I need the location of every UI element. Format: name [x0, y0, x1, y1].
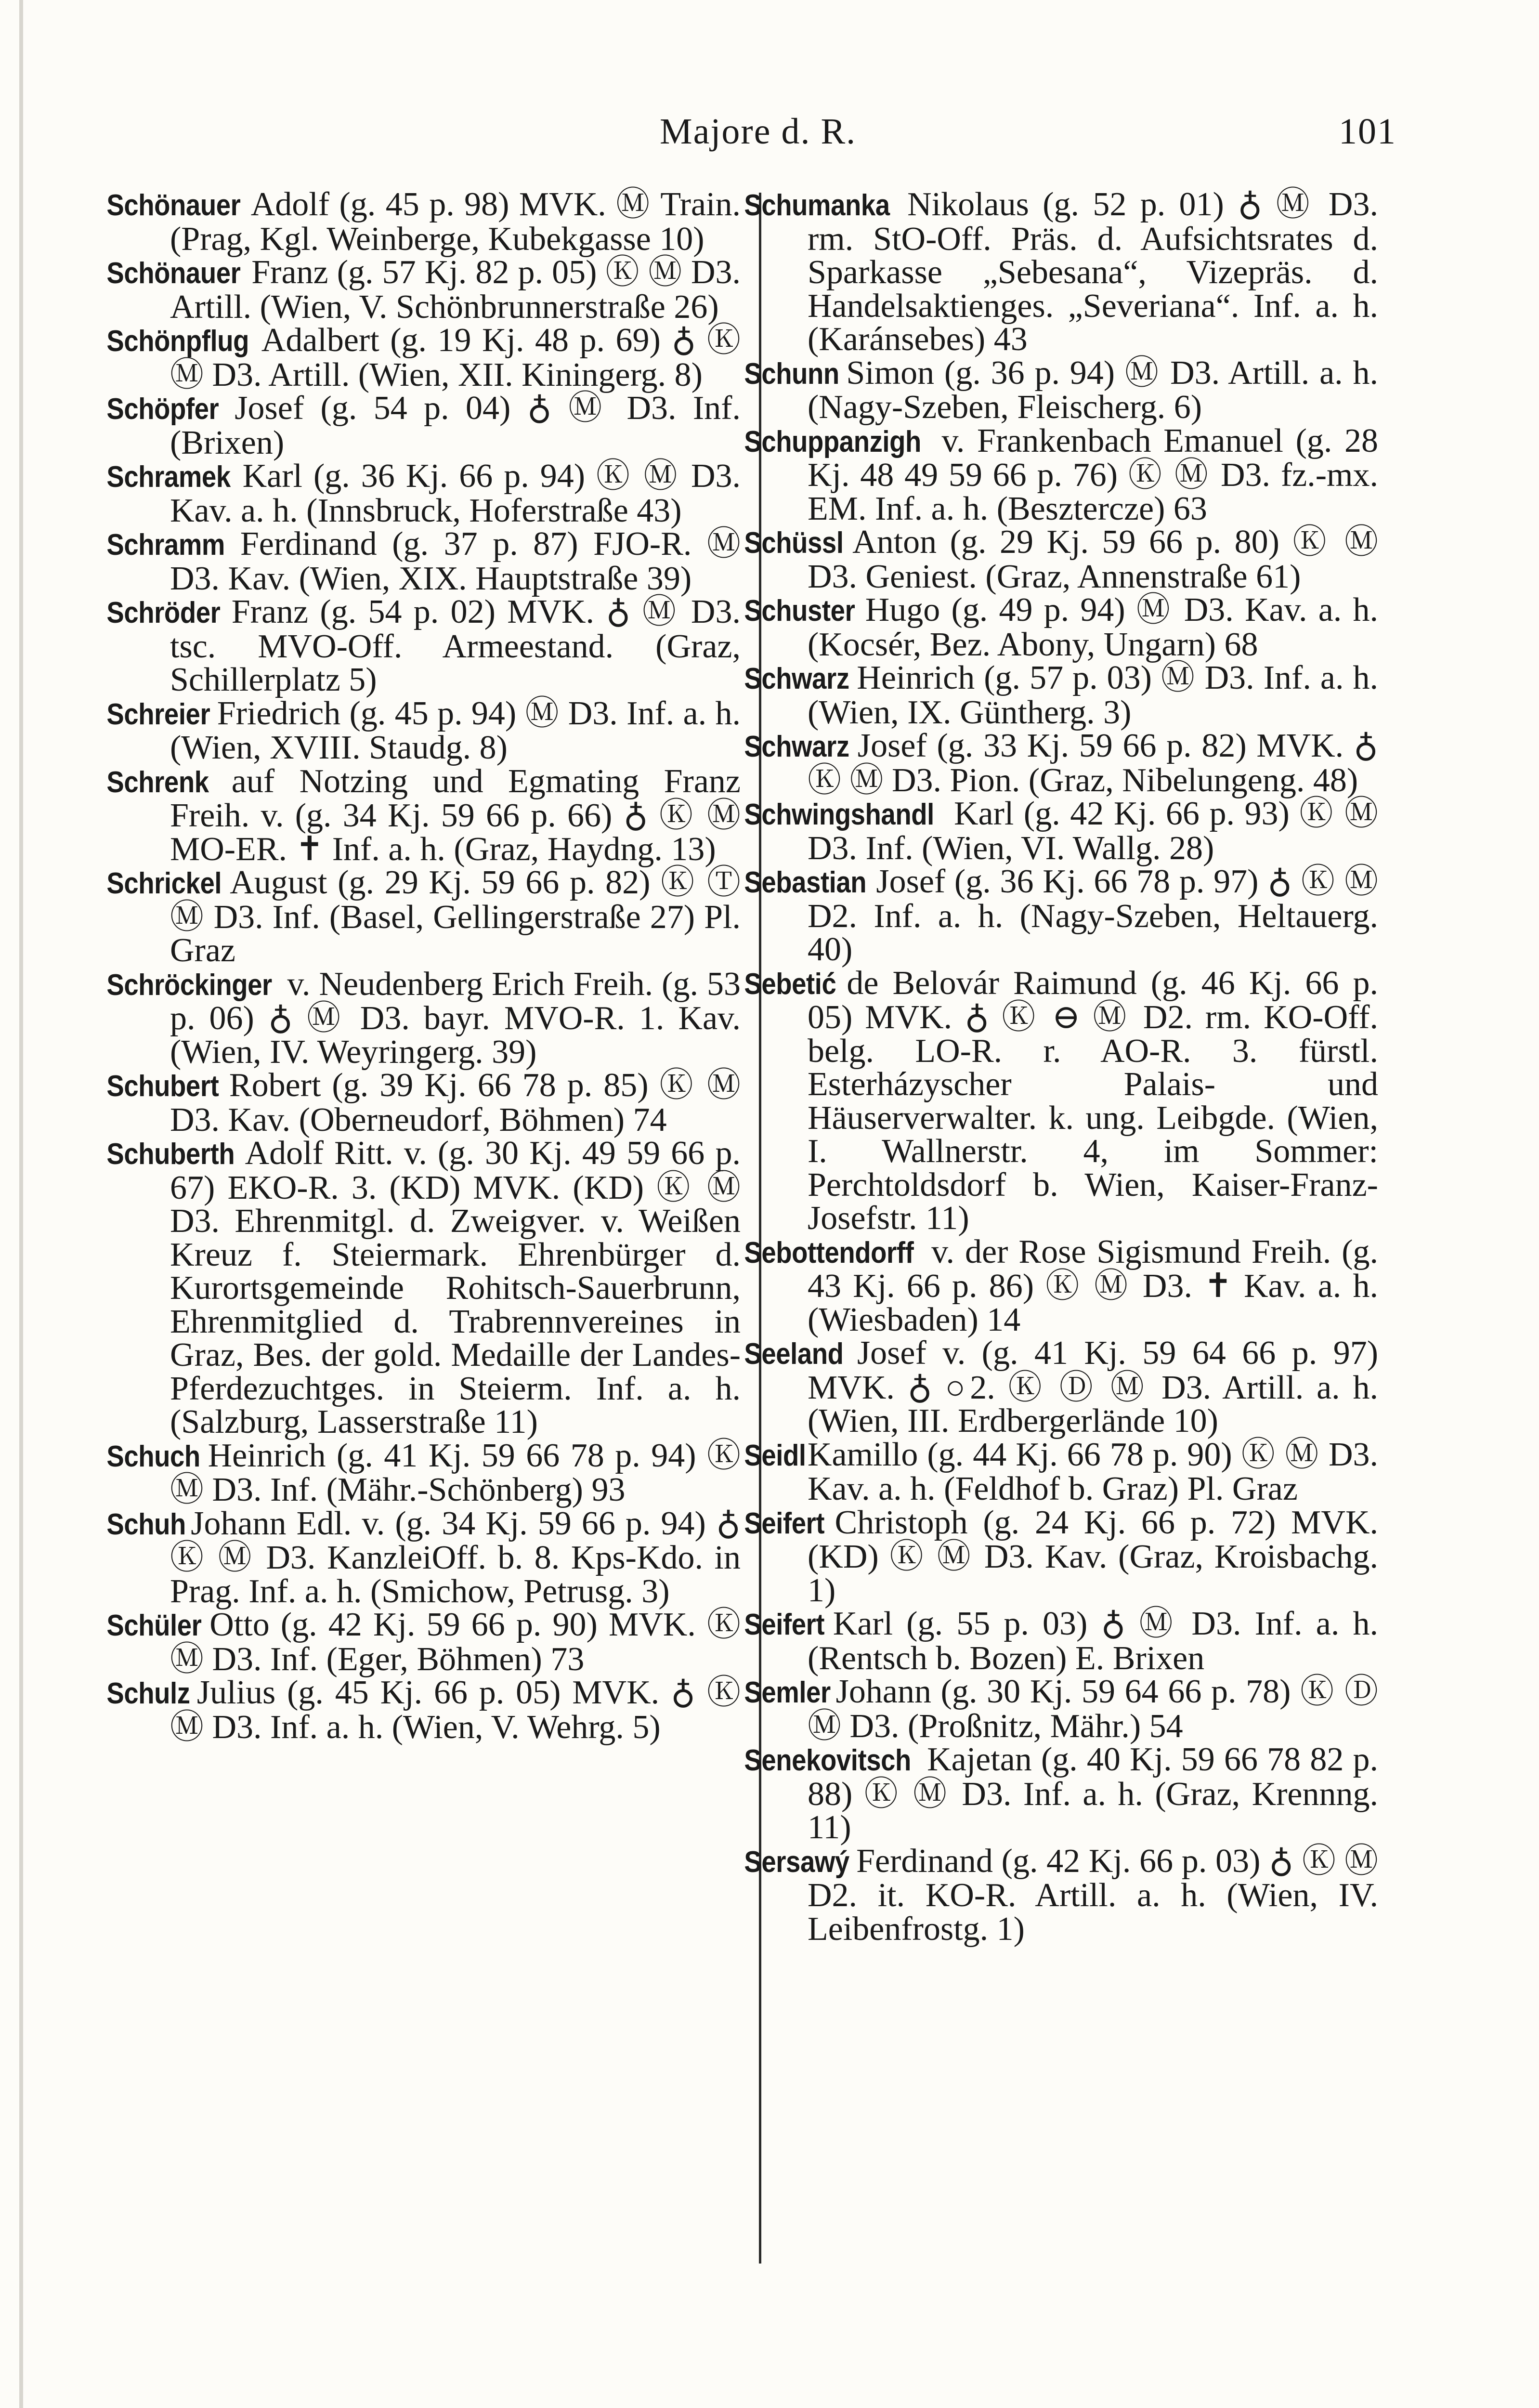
- entry-name: Schröder: [106, 596, 221, 629]
- directory-entry: [106, 593, 741, 698]
- entry-name: Schrenk: [106, 765, 209, 799]
- entry-text: Adolf Ritt. v. (g. 30 Kj. 49 59 66 p. 67) EKO-R. 3. (KD) MVK. (KD) Ⓚ Ⓜ D3. Ehrenmitgl. d. Zweigver. v. Weißen Kreuz f. Steiermark. Ehrenbürger d. Kurortsgemeinde Rohitsch-Sauerbrunn, Ehrenmitglied d. Trabrennvereines in Graz, Bes. der gold. Medaille der Landes-Pferdezuchtges. in Steierm. Inf. a. h. (Salzburg, Lasserstraße 11): [170, 1135, 741, 1440]
- directory-entry: [106, 525, 741, 597]
- directory-entry: [106, 694, 741, 766]
- directory-entry: [744, 964, 1378, 1237]
- directory-entry: [744, 1842, 1378, 1948]
- entry-name: Schuch: [106, 1440, 200, 1473]
- entry-name: Schrickel: [106, 867, 222, 900]
- directory-entry: [106, 1067, 741, 1139]
- directory-entry: [106, 864, 741, 969]
- column-divider: [759, 193, 761, 2264]
- entry-name: Schwarz: [744, 662, 849, 695]
- entry-name: Schöpfer: [106, 393, 219, 426]
- entry-name: Schröckinger: [106, 968, 272, 1002]
- entry-name: Schüssl: [744, 526, 844, 560]
- entry-name: Seifert: [744, 1506, 825, 1540]
- directory-entry: [106, 1606, 741, 1678]
- directory-entry: [106, 1437, 741, 1508]
- directory-entry: [106, 762, 741, 868]
- directory-entry: [106, 186, 741, 258]
- entry-name: Schramek: [106, 460, 231, 494]
- entry-name: Schuberth: [106, 1138, 235, 1171]
- directory-entry: [106, 1674, 741, 1746]
- directory-entry: [744, 1504, 1378, 1609]
- entry-text: Kamillo (g. 44 Kj. 66 78 p. 90) Ⓚ Ⓜ D3. Kav. a. h. (Feldhof b. Graz) Pl. Graz: [798, 1436, 1378, 1507]
- entry-text: Christoph (g. 24 Kj. 66 p. 72) MVK. (KD) Ⓚ Ⓜ D3. Kav. (Graz, Kroisbachg. 1): [808, 1504, 1378, 1609]
- entry-name: Schuppanzigh: [744, 425, 921, 458]
- directory-entry: [744, 186, 1378, 358]
- entry-name: Sersawý: [744, 1845, 849, 1879]
- directory-entry: [744, 591, 1378, 663]
- entry-text: Heinrich (g. 41 Kj. 59 66 78 p. 94) Ⓚ Ⓜ D3. Inf. (Mähr.-Schönberg) 93: [170, 1437, 741, 1508]
- directory-entry: [106, 1135, 741, 1440]
- entry-text: Karl (g. 36 Kj. 66 p. 94) Ⓚ Ⓜ D3. Kav. a. h. (Innsbruck, Hoferstraße 43): [170, 458, 741, 529]
- entry-name: Schramm: [106, 528, 225, 562]
- directory-entry: [106, 322, 741, 393]
- directory-entry: [744, 795, 1378, 867]
- entry-name: Sebottendorff: [744, 1236, 914, 1269]
- entry-text: Johann Edl. v. (g. 34 Kj. 59 66 p. 94) ♁ Ⓚ Ⓜ D3. KanzleiOff. b. 8. Kps-Kdo. in Prag. Inf. a. h. (Smichow, Petrusg. 3): [170, 1505, 741, 1610]
- entry-name: Schwingshandl: [744, 798, 934, 831]
- directory-entry: [744, 1673, 1378, 1745]
- entry-text: Ferdinand (g. 42 Kj. 66 p. 03) ♁ Ⓚ Ⓜ D2. it. KO-R. Artill. a. h. (Wien, IV. Leibenfrostg. 1): [808, 1842, 1378, 1948]
- entry-text: Nikolaus (g. 52 p. 01) ♁ Ⓜ D3. rm. StO-Off. Präs. d. Aufsichtsrates d. Sparkasse „Sebesana“, Vizepräs. d. Handelsaktienges. „Severiana“. Inf. a. h. (Karánsebes) 43: [808, 186, 1378, 358]
- entry-text: Adolf (g. 45 p. 98) MVK. Ⓜ Train. (Prag, Kgl. Weinberge, Kubekgasse 10): [170, 186, 741, 258]
- entry-name: Schulz: [106, 1677, 190, 1710]
- entry-text: Karl (g. 55 p. 03) ♁ Ⓜ D3. Inf. a. h. (Rentsch b. Bozen) E. Brixen: [808, 1605, 1378, 1677]
- directory-entry: [744, 422, 1378, 527]
- directory-entry: [744, 863, 1378, 968]
- entry-name: Schönauer: [106, 189, 241, 222]
- left-column: [106, 186, 741, 1746]
- entry-name: Schunn: [744, 357, 839, 391]
- entry-text: Josef v. (g. 41 Kj. 59 64 66 p. 97) MVK. ♁ ○2. Ⓚ Ⓓ Ⓜ D3. Artill. a. h. (Wien, III. Erdbergerlände 10): [808, 1335, 1378, 1440]
- entry-text: August (g. 29 Kj. 59 66 p. 82) Ⓚ Ⓣ Ⓜ D3. Inf. (Basel, Gellingerstraße 27) Pl. Graz: [170, 864, 741, 969]
- entry-name: Semler: [744, 1676, 831, 1709]
- entry-name: Schuh: [106, 1507, 186, 1541]
- right-column: [744, 186, 1378, 1948]
- directory-entry: [744, 523, 1378, 595]
- entry-text: Hugo (g. 49 p. 94) Ⓜ D3. Kav. a. h. (Kocsér, Bez. Abony, Ungarn) 68: [808, 591, 1378, 663]
- entry-name: Schuster: [744, 594, 855, 628]
- entry-text: Karl (g. 42 Kj. 66 p. 93) Ⓚ Ⓜ D3. Inf. (Wien, VI. Wallg. 28): [808, 795, 1378, 867]
- entry-text: Otto (g. 42 Kj. 59 66 p. 90) MVK. Ⓚ Ⓜ D3. Inf. (Eger, Böhmen) 73: [170, 1606, 741, 1678]
- entry-text: v. Frankenbach Emanuel (g. 28 Kj. 48 49 59 66 p. 76) Ⓚ Ⓜ D3. fz.-mx. EM. Inf. a. h. (Beszterczе) 63: [808, 422, 1378, 527]
- page-number: 101: [1339, 111, 1396, 152]
- entry-name: Seidl: [744, 1439, 806, 1472]
- entry-text: Josef (g. 33 Kj. 59 66 p. 82) MVK. ♁ Ⓚ Ⓜ D3. Pion. (Graz, Nibelungeng. 48): [808, 727, 1378, 799]
- entry-text: Kajetan (g. 40 Kj. 59 66 78 82 p. 88) Ⓚ Ⓜ D3. Inf. a. h. (Graz, Krennng. 11): [808, 1741, 1378, 1846]
- directory-entry: [744, 1741, 1378, 1846]
- entry-name: Seeland: [744, 1337, 844, 1371]
- entry-name: Schüler: [106, 1609, 202, 1642]
- entry-name: Sebetić: [744, 967, 836, 1001]
- entry-text: Ferdinand (g. 37 p. 87) FJO-R. Ⓜ D3. Kav. (Wien, XIX. Hauptstraße 39): [170, 525, 741, 597]
- page-edge: [19, 0, 23, 2408]
- entry-text: Simon (g. 36 p. 94) Ⓜ D3. Artill. a. h. (Nagy-Szeben, Fleischerg. 6): [808, 354, 1378, 426]
- entry-text: v. Neudenberg Erich Freih. (g. 53 p. 06) ♁ Ⓜ D3. bayr. MVO-R. 1. Kav. (Wien, IV. Weyringerg. 39): [170, 965, 741, 1071]
- directory-entry: [744, 1436, 1378, 1507]
- directory-entry: [106, 458, 741, 529]
- entry-text: Josef (g. 36 Kj. 66 78 p. 97) ♁ Ⓚ Ⓜ D2. Inf. a. h. (Nagy-Szeben, Heltauerg. 40): [808, 863, 1378, 968]
- page-header: [660, 111, 1396, 164]
- directory-entry: [744, 727, 1378, 799]
- entry-text: Julius (g. 45 Kj. 66 p. 05) MVK. ♁ Ⓚ Ⓜ D3. Inf. a. h. (Wien, V. Wehrg. 5): [170, 1674, 741, 1746]
- entry-name: Seifert: [744, 1608, 825, 1641]
- entry-name: Sebastian: [744, 866, 867, 899]
- entry-name: Schönauer: [106, 257, 241, 290]
- directory-entry: [744, 1233, 1378, 1338]
- directory-entry: [744, 659, 1378, 731]
- entry-name: Senekovitsch: [744, 1744, 911, 1777]
- entry-name: Schwarz: [744, 730, 849, 763]
- entry-text: v. der Rose Sigismund Freih. (g. 43 Kj. 66 p. 86) Ⓚ Ⓜ D3. ✝ Kav. a. h. (Wiesbaden) 14: [808, 1233, 1378, 1338]
- entry-name: Schönpflug: [106, 325, 249, 358]
- entry-text: de Belovár Raimund (g. 46 Kj. 66 p. 05) MVK. ♁ Ⓚ ⊖ Ⓜ D2. rm. KO-Off. belg. LO-R. r. AO-R. 3. fürstl. Esterházyscher Palais- und Häuserverwalter. k. ung. Leibgde. (Wien, I. Wallnerstr. 4, im Sommer: Perchtoldsdorf b. Wien, Kaiser-Franz-Josefstr. 11): [808, 964, 1378, 1237]
- entry-text: Johann (g. 30 Kj. 59 64 66 p. 78) Ⓚ Ⓓ Ⓜ D3. (Proßnitz, Mähr.) 54: [808, 1673, 1378, 1745]
- entry-text: Anton (g. 29 Kj. 59 66 p. 80) Ⓚ Ⓜ D3. Geniest. (Graz, Annenstraße 61): [808, 523, 1378, 595]
- entry-name: Schumanka: [744, 189, 890, 222]
- running-title: Majore d. R.: [660, 111, 857, 152]
- entry-text: Franz (g. 57 Kj. 82 p. 05) Ⓚ Ⓜ D3. Artill. (Wien, V. Schönbrunnerstraße 26): [170, 254, 741, 326]
- entry-text: Adalbert (g. 19 Kj. 48 p. 69) ♁ Ⓚ Ⓜ D3. Artill. (Wien, XII. Kiningerg. 8): [170, 322, 741, 393]
- entry-text: Franz (g. 54 p. 02) MVK. ♁ Ⓜ D3. tsc. MVO-Off. Armeestand. (Graz, Schillerplatz 5): [170, 593, 741, 698]
- entry-text: Friedrich (g. 45 p. 94) Ⓜ D3. Inf. a. h. (Wien, XVIII. Staudg. 8): [170, 694, 741, 766]
- directory-entry: [106, 390, 741, 461]
- entry-text: Josef (g. 54 p. 04) ♁ Ⓜ D3. Inf. (Brixen): [170, 390, 741, 461]
- entry-text: Heinrich (g. 57 p. 03) Ⓜ D3. Inf. a. h. (Wien, IX. Güntherg. 3): [808, 659, 1378, 731]
- entry-name: Schubert: [106, 1070, 219, 1103]
- directory-entry: [744, 1335, 1378, 1440]
- directory-entry: [744, 1605, 1378, 1677]
- entry-text: Robert (g. 39 Kj. 66 78 p. 85) Ⓚ Ⓜ D3. Kav. (Oberneudorf, Böhmen) 74: [170, 1067, 741, 1139]
- directory-entry: [106, 1505, 741, 1610]
- directory-entry: [744, 354, 1378, 426]
- directory-entry: [106, 254, 741, 326]
- entry-text: auf Notzing und Egmating Franz Freih. v. (g. 34 Kj. 59 66 p. 66) ♁ Ⓚ Ⓜ MO-ER. ✝ Inf. a. h. (Graz, Haydng. 13): [170, 762, 741, 868]
- directory-entry: [106, 965, 741, 1071]
- entry-name: Schreier: [106, 697, 210, 731]
